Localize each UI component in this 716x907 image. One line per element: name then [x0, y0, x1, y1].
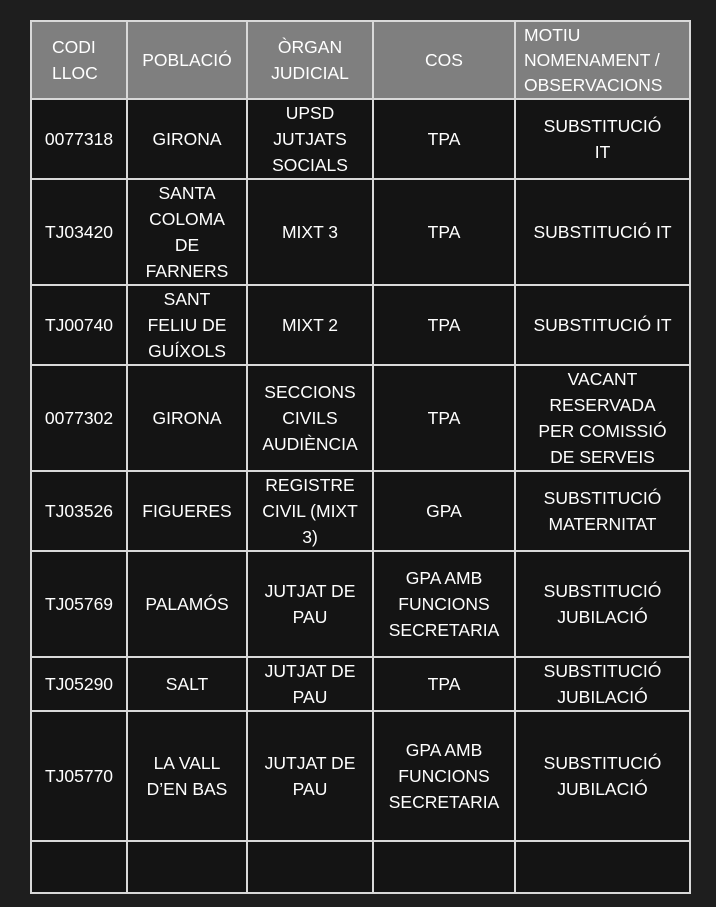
cell-cos-text: GPA AMB FUNCIONS SECRETARIA: [388, 740, 500, 812]
cell-poblacio-text: SALT: [165, 674, 209, 694]
cell-cos-text: TPA: [427, 408, 461, 428]
cell-motiu-text: SUBSTITUCIÓ MATERNITAT: [543, 488, 662, 534]
cell-poblacio-text: GIRONA: [152, 129, 222, 149]
cell-motiu-text: VACANT RESERVADA PER COMISSIÓ DE SERVEIS: [538, 369, 667, 467]
positions-table-container: [30, 20, 689, 894]
cell-motiu: [515, 285, 690, 365]
cell-cos: [373, 471, 515, 551]
cell-poblacio-text: LA VALL D’EN BAS: [146, 753, 228, 799]
cell-poblacio: [127, 99, 247, 179]
cell-organ: [247, 99, 373, 179]
cell-poblacio: [127, 657, 247, 711]
table-row: [31, 711, 690, 841]
cell-poblacio: [127, 179, 247, 285]
cell-codi-text: TJ03526: [44, 501, 114, 521]
cell-codi-text: 0077318: [44, 129, 114, 149]
cell-codi-text: TJ00740: [44, 315, 114, 335]
cell-codi-text: TJ03420: [44, 222, 114, 242]
cell-organ-text: JUTJAT DE PAU: [264, 661, 356, 707]
cell-organ: [247, 657, 373, 711]
header-organ-judicial: ÒRGAN JUDICIAL: [247, 21, 373, 99]
cell-codi-text: TJ05290: [44, 674, 114, 694]
cell-poblacio-text: GIRONA: [152, 408, 222, 428]
cell-cos: [373, 365, 515, 471]
cell-motiu: [515, 657, 690, 711]
cell-organ-text: SECCIONS CIVILS AUDIÈNCIA: [262, 382, 358, 454]
cell-motiu-text: SUBSTITUCIÓ IT: [533, 315, 672, 335]
cell-organ-text: REGISTRE CIVIL (MIXT 3): [262, 475, 358, 547]
table-row: [31, 285, 690, 365]
cell-motiu: [515, 841, 690, 893]
cell-organ-text: JUTJAT DE PAU: [264, 753, 356, 799]
cell-organ: [247, 179, 373, 285]
header-poblacio: POBLACIÓ: [127, 21, 247, 99]
header-motiu: MOTIU NOMENAMENT / OBSERVACIONS: [515, 21, 690, 99]
cell-cos: [373, 841, 515, 893]
cell-codi: [31, 711, 127, 841]
cell-motiu-text: SUBSTITUCIÓ IT: [543, 116, 662, 162]
table-row: [31, 99, 690, 179]
cell-cos-text: TPA: [427, 222, 461, 242]
cell-organ: [247, 711, 373, 841]
cell-codi: [31, 285, 127, 365]
cell-poblacio-text: PALAMÓS: [145, 594, 229, 614]
table-row: [31, 657, 690, 711]
cell-organ: [247, 841, 373, 893]
cell-motiu: [515, 551, 690, 657]
cell-cos-text: TPA: [427, 129, 461, 149]
table-row: [31, 841, 690, 893]
cell-cos: [373, 551, 515, 657]
cell-poblacio: [127, 841, 247, 893]
cell-poblacio-text: SANTA COLOMA DE FARNERS: [145, 183, 229, 281]
cell-codi-text: TJ05769: [44, 594, 114, 614]
cell-cos-text: GPA: [426, 501, 462, 521]
cell-organ-text: MIXT 2: [281, 315, 339, 335]
cell-organ-text: JUTJAT DE PAU: [264, 581, 356, 627]
cell-codi: [31, 365, 127, 471]
cell-poblacio: [127, 551, 247, 657]
table-row: [31, 471, 690, 551]
cell-cos: [373, 179, 515, 285]
table-row: [31, 365, 690, 471]
cell-organ-text: UPSD JUTJATS SOCIALS: [272, 103, 348, 175]
cell-codi: [31, 471, 127, 551]
cell-poblacio: [127, 471, 247, 551]
cell-motiu: [515, 471, 690, 551]
cell-cos-text: GPA AMB FUNCIONS SECRETARIA: [388, 568, 500, 640]
cell-motiu-text: SUBSTITUCIÓ JUBILACIÓ: [543, 581, 662, 627]
cell-motiu: [515, 711, 690, 841]
cell-codi: [31, 657, 127, 711]
cell-codi-text: 0077302: [44, 408, 114, 428]
header-codi-lloc: CODI LLOC: [31, 21, 127, 99]
cell-codi: [31, 99, 127, 179]
cell-motiu: [515, 179, 690, 285]
cell-cos-text: TPA: [427, 315, 461, 335]
cell-organ: [247, 285, 373, 365]
cell-codi-text: TJ05770: [44, 766, 114, 786]
cell-motiu: [515, 365, 690, 471]
cell-organ: [247, 365, 373, 471]
positions-table: [30, 20, 691, 894]
header-cos: COS: [373, 21, 515, 99]
cell-organ: [247, 551, 373, 657]
table-row: [31, 551, 690, 657]
cell-cos: [373, 285, 515, 365]
cell-organ: [247, 471, 373, 551]
cell-cos: [373, 99, 515, 179]
cell-organ-text: MIXT 3: [281, 222, 339, 242]
cell-codi: [31, 179, 127, 285]
cell-cos: [373, 711, 515, 841]
table-header-row: [31, 21, 690, 99]
cell-motiu-text: SUBSTITUCIÓ IT: [533, 222, 672, 242]
cell-motiu: [515, 99, 690, 179]
cell-poblacio: [127, 711, 247, 841]
cell-codi: [31, 551, 127, 657]
cell-poblacio-text: SANT FELIU DE GUÍXOLS: [147, 289, 227, 361]
cell-poblacio-text: FIGUERES: [142, 501, 232, 521]
table-row: [31, 179, 690, 285]
cell-motiu-text: SUBSTITUCIÓ JUBILACIÓ: [543, 753, 662, 799]
cell-codi: [31, 841, 127, 893]
cell-motiu-text: SUBSTITUCIÓ JUBILACIÓ: [543, 661, 662, 707]
cell-cos: [373, 657, 515, 711]
cell-poblacio: [127, 285, 247, 365]
cell-poblacio: [127, 365, 247, 471]
cell-cos-text: TPA: [427, 674, 461, 694]
